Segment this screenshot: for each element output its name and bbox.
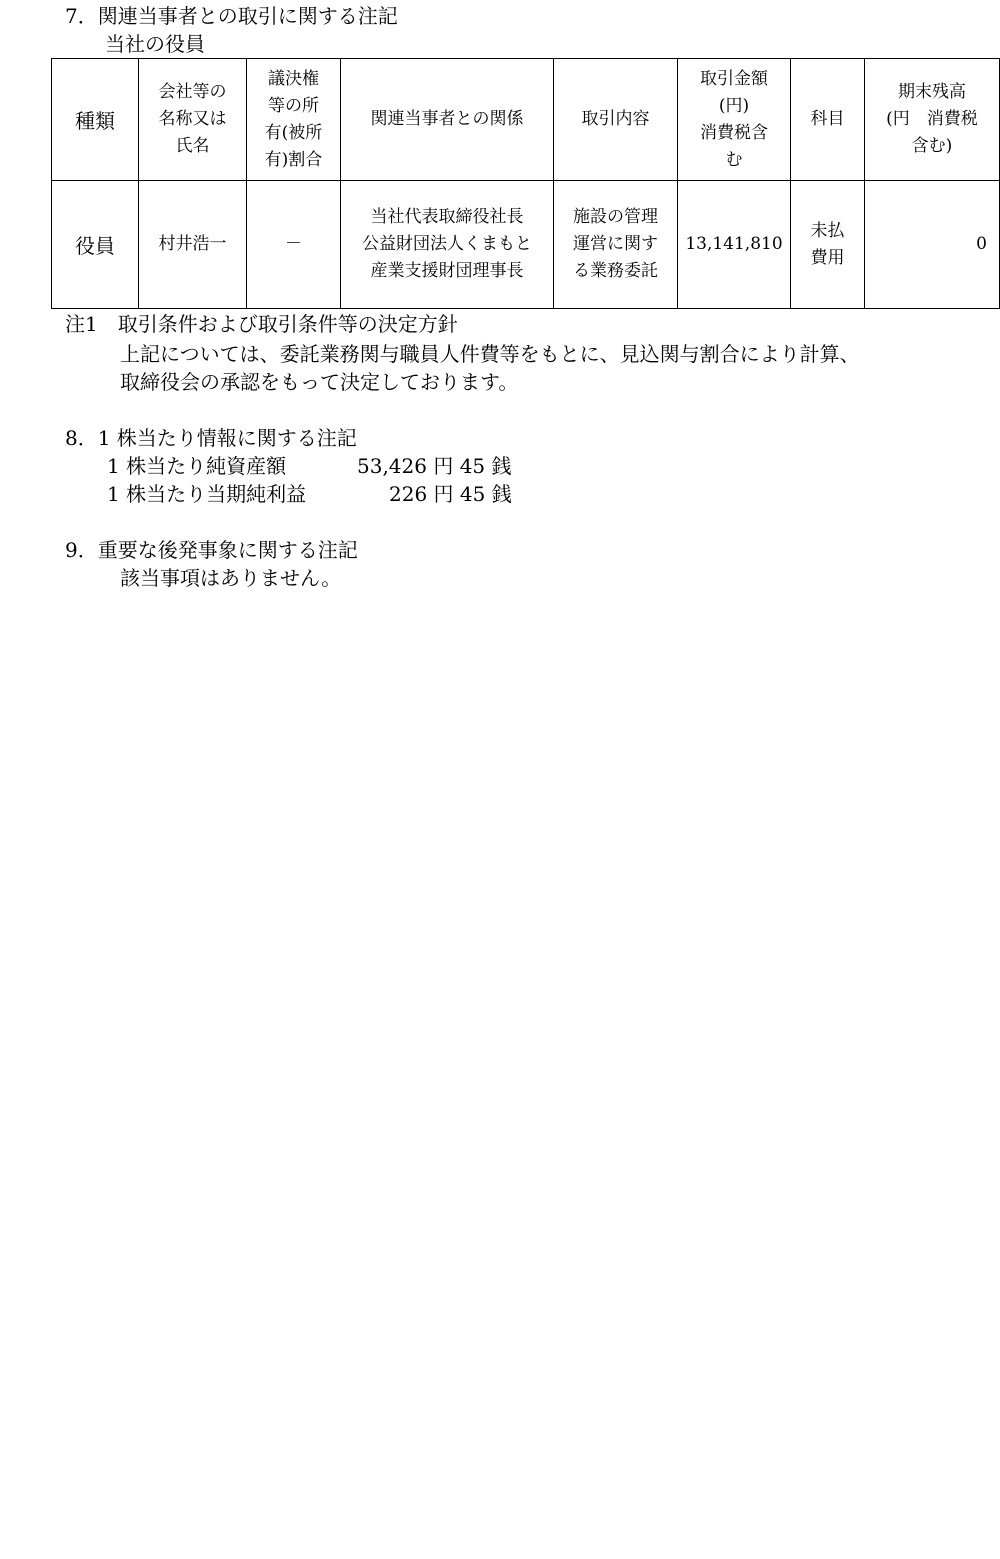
cell-amount: 13,141,810	[678, 181, 791, 309]
cell-voting-ratio: －	[247, 181, 341, 309]
net-income-value: 226 円 45 銭	[389, 482, 512, 506]
cell-name: 村井浩一	[139, 181, 247, 309]
cell-balance: 0	[865, 181, 1000, 309]
cell-type: 役員	[52, 181, 139, 309]
cell-account: 未払 費用	[791, 181, 865, 309]
note-line-1: 上記については、委託業務関与職員人件費等をもとに、見込関与割合により計算、	[120, 342, 860, 366]
section9-title: 9．重要な後発事象に関する注記	[65, 538, 358, 562]
section7-subtitle: 当社の役員	[105, 32, 205, 56]
section7-title: 7．関連当事者との取引に関する注記	[65, 4, 398, 28]
header-voting-ratio: 議決権 等の所 有(被所 有)割合	[247, 59, 341, 181]
table-row	[52, 181, 1000, 309]
net-assets-value: 53,426 円 45 銭	[357, 454, 512, 478]
header-balance: 期末残高 (円 消費税 含む)	[865, 59, 1000, 181]
note-line-2: 取締役会の承認をもって決定しております。	[120, 370, 519, 394]
net-assets-label: 1 株当たり純資産額	[107, 454, 287, 478]
header-amount: 取引金額 (円) 消費税含 む	[678, 59, 791, 181]
header-type: 種類	[52, 59, 139, 181]
cell-content: 施設の管理 運営に関す る業務委託	[554, 181, 678, 309]
header-account: 科目	[791, 59, 865, 181]
cell-relation: 当社代表取締役社長 公益財団法人くまもと 産業支援財団理事長	[341, 181, 554, 309]
note-title: 注1 取引条件および取引条件等の決定方針	[65, 312, 458, 336]
header-relation: 関連当事者との関係	[341, 59, 554, 181]
related-party-table	[51, 58, 1000, 309]
header-content: 取引内容	[554, 59, 678, 181]
table-header-row	[52, 59, 1000, 181]
section8-title: 8．1 株当たり情報に関する注記	[65, 426, 357, 450]
net-income-label: 1 株当たり当期純利益	[107, 482, 307, 506]
header-name: 会社等の 名称又は 氏名	[139, 59, 247, 181]
section9-body: 該当事項はありません。	[120, 566, 342, 590]
